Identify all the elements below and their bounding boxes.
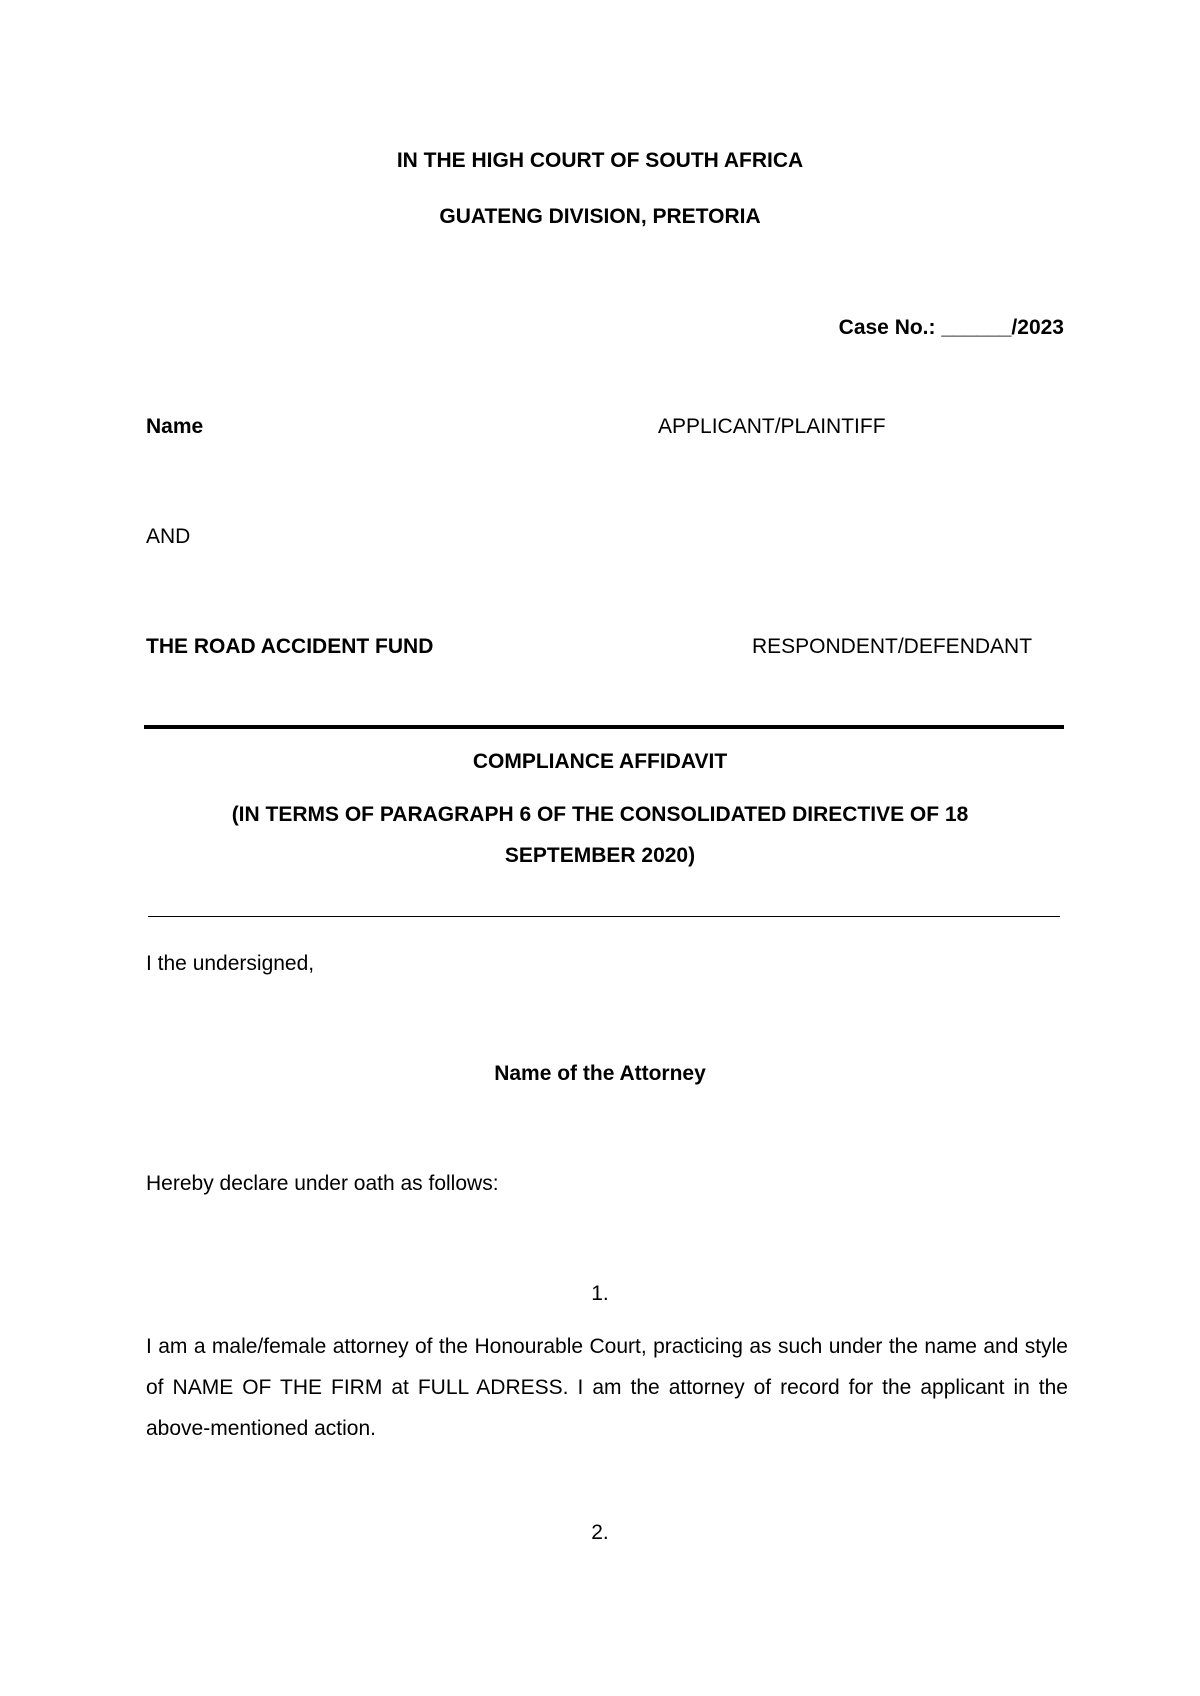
intro-text: I the undersigned, <box>146 952 315 975</box>
affidavit-subtitle-line2: SEPTEMBER 2020) <box>504 844 696 867</box>
applicant-role: APPLICANT/PLAINTIFF <box>658 415 886 438</box>
paragraph-number: 2. <box>591 1521 609 1544</box>
case-number <box>839 317 1064 338</box>
attorney-name: Name of the Attorney <box>494 1062 706 1085</box>
title-divider-thick <box>144 725 1064 729</box>
court-division: GUATENG DIVISION, PRETORIA <box>439 205 761 228</box>
affidavit-title: COMPLIANCE AFFIDAVIT <box>472 750 728 773</box>
affidavit-subtitle-line1: (IN TERMS OF PARAGRAPH 6 OF THE CONSOLIDATED DIRECTIVE OF 18 <box>231 803 969 826</box>
and-conjunction: AND <box>146 525 191 548</box>
title-divider-thin <box>148 916 1060 917</box>
case-number-label: Case No.: <box>838 316 936 339</box>
court-name: IN THE HIGH COURT OF SOUTH AFRICA <box>396 149 804 172</box>
case-number-value: ______/2023 <box>941 316 1064 339</box>
paragraph-text: I am a male/female attorney of the Honourable Court, practicing as such under the name and style of NAME OF THE FIRM at FULL ADRESS. I am the attorney of record for the applicant in the above-mentioned action. <box>146 1335 1068 1440</box>
paragraph-number: 1. <box>591 1282 609 1305</box>
respondent-role: RESPONDENT/DEFENDANT <box>752 635 1033 658</box>
declaration-text: Hereby declare under oath as follows: <box>146 1172 499 1195</box>
applicant-name: Name <box>146 415 204 438</box>
respondent-name: THE ROAD ACCIDENT FUND <box>146 635 434 658</box>
